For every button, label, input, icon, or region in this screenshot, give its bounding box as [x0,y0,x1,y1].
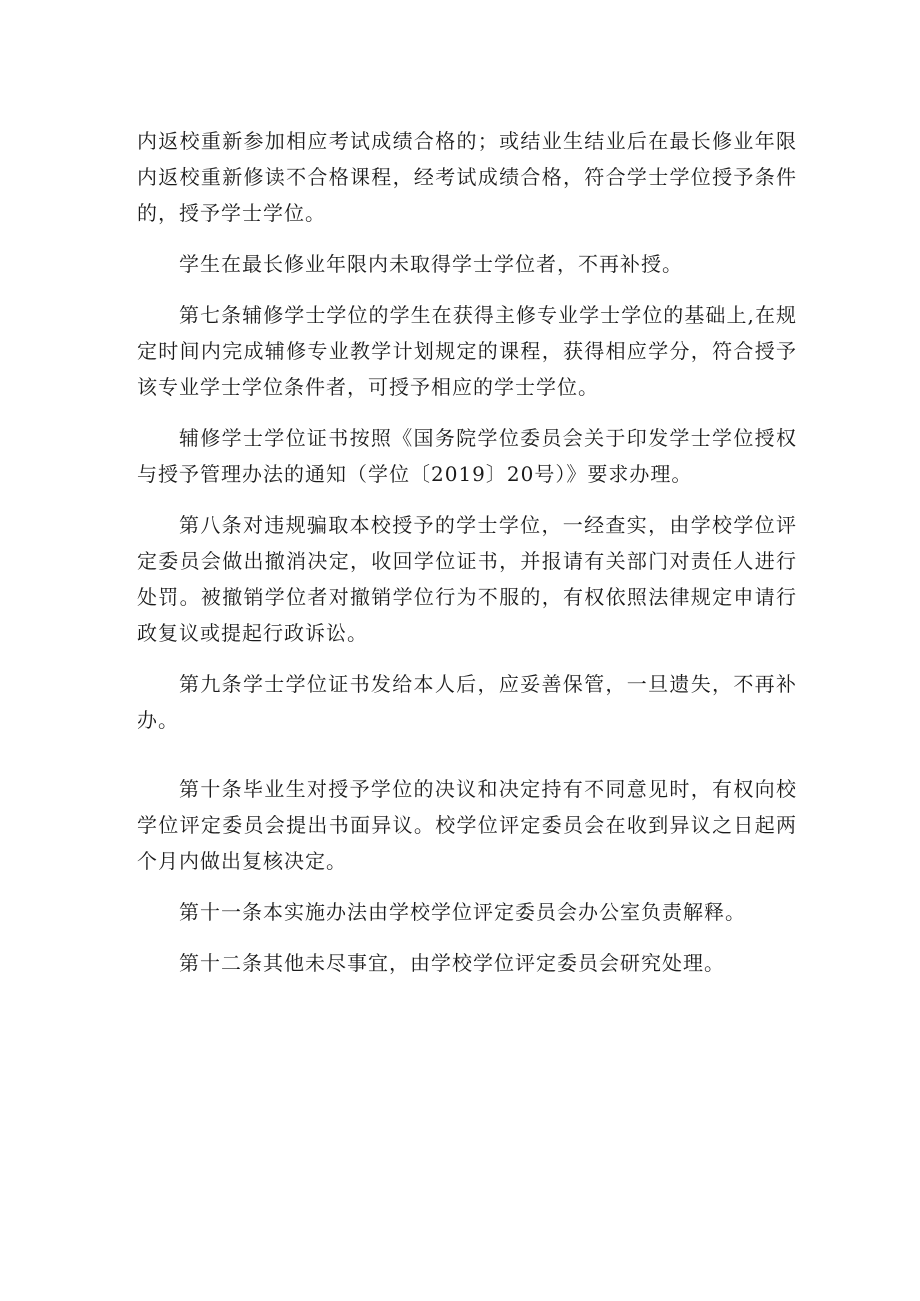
paragraph-continuation: 内返校重新参加相应考试成绩合格的；或结业生结业后在最长修业年限内返校重新修读不合格课程，经考试成绩合格，符合学士学位授予条件的，授予学士学位。 [137,129,797,225]
paragraph-article-11: 第十一条本实施办法由学校学位评定委员会办公室负责解释。 [179,900,746,924]
paragraph-article-7: 第七条辅修学士学位的学生在获得主修专业学士学位的基础上,在规定时间内完成辅修专业教学计划规定的课程，获得相应学分，符合授予该专业学士学位条件者，可授予相应的学士学位。 [137,303,797,399]
paragraph-article-9: 第九条学士学位证书发给本人后，应妥善保管，一旦遗失，不再补办。 [137,672,797,732]
paragraph-no-makeup: 学生在最长修业年限内未取得学士学位者，不再补授。 [179,252,683,276]
paragraph-article-8: 第八条对违规骗取本校授予的学士学位，一经查实，由学校学位评定委员会做出撤消决定，收回学位证书，并报请有关部门对责任人进行处罚。被撤销学位者对撤销学位行为不服的，有权依照法律规定申请行政复议或提起行政诉讼。 [137,513,797,645]
paragraph-article-12: 第十二条其他未尽事宜，由学校学位评定委员会研究处理。 [179,951,725,975]
paragraph-article-10: 第十条毕业生对授予学位的决议和决定持有不同意见时，有权向校学位评定委员会提出书面异议。校学位评定委员会在收到异议之日起两个月内做出复核决定。 [137,777,797,873]
paragraph-minor-certificate: 辅修学士学位证书按照《国务院学位委员会关于印发学士学位授权与授予管理办法的通知（学位〔2019〕20号）》要求办理。 [137,426,797,486]
document-body [137,123,797,996]
